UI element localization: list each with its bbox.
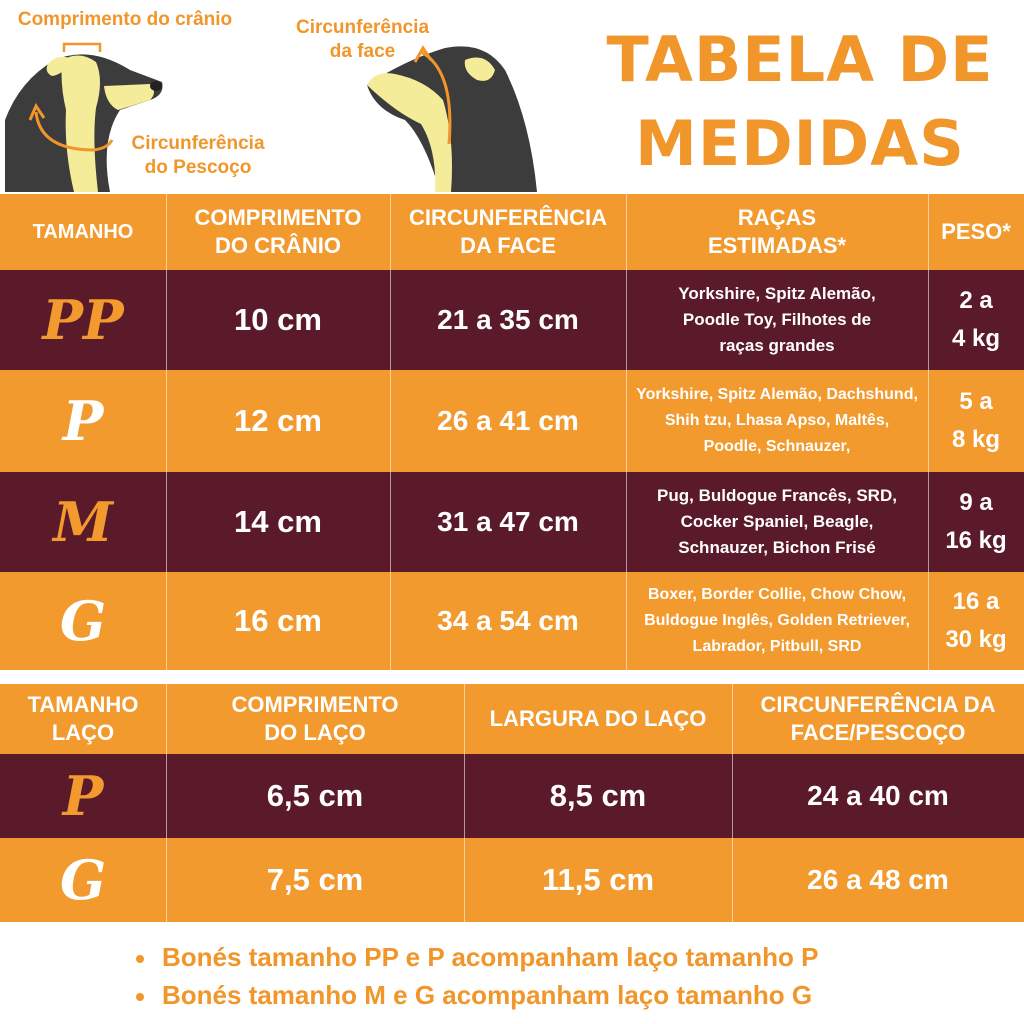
header-breeds: RAÇAS ESTIMADAS* [707, 205, 847, 258]
header-bow-size: TAMANHO LAÇO [27, 692, 139, 745]
caps-row-g [0, 572, 1024, 670]
page-title [600, 18, 1000, 186]
note-text: Bonés tamanho PP e P acompanham laço tamanho P [162, 942, 819, 972]
weight-value [928, 472, 1024, 572]
weight-line1: 9 a [959, 489, 993, 516]
weight-line2: 16 kg [945, 527, 1007, 554]
face-value: 34 a 54 cm [437, 605, 579, 636]
caps-row-pp [0, 270, 1024, 370]
face-circumference-annotation [290, 16, 435, 64]
weight-value [928, 370, 1024, 472]
breeds-value: Pug, Buldogue Francês, SRD, Cocker Spaniel, Beagle, Schnauzer, Bichon Frisé [657, 486, 897, 557]
note-item [136, 938, 818, 976]
skull-length-annotation: Comprimento do crânio [17, 9, 233, 30]
face-value: 31 a 47 cm [437, 506, 579, 537]
bows-row-g [0, 838, 1024, 922]
neck-circumference-annotation [124, 132, 272, 180]
weight-line2: 30 kg [945, 626, 1007, 653]
bullet-dot-icon [136, 955, 144, 963]
header-weight: PESO* [941, 219, 1011, 244]
header-bow-length: COMPRIMENTO DO LAÇO [231, 692, 399, 745]
bow-size-letter: G [59, 848, 107, 912]
face-circ-line2: da face [329, 41, 396, 62]
bows-table-header [0, 684, 1024, 754]
weight-line1: 2 a [959, 287, 993, 314]
weight-value [928, 572, 1024, 670]
bow-circ-value: 26 a 48 cm [807, 864, 949, 895]
weight-line2: 4 kg [951, 325, 1001, 352]
weight-line2: 8 kg [951, 426, 1001, 453]
size-letter: M [53, 490, 113, 554]
header-face-circ: CIRCUNFERÊNCIA DA FACE [409, 205, 607, 258]
neck-circ-line2: do Pescoço [144, 157, 252, 178]
caps-row-m [0, 472, 1024, 572]
skull-value: 14 cm [234, 504, 322, 539]
notes-list [136, 938, 818, 1014]
skull-value: 10 cm [234, 302, 322, 337]
face-circ-line1: Circunferência [295, 17, 430, 38]
bullet-dot-icon [136, 993, 144, 1001]
bow-width-value: 8,5 cm [549, 778, 647, 813]
header-bow-width: LARGURA DO LAÇO [489, 706, 707, 731]
caps-row-p [0, 370, 1024, 472]
breeds-value: Boxer, Border Collie, Chow Chow, Buldogue Inglês, Golden Retriever, Labrador, Pitbull, SRD [644, 586, 910, 655]
weight-line1: 5 a [959, 388, 993, 415]
size-letter: PP [42, 288, 124, 352]
caps-table-header [0, 194, 1024, 270]
header-skull-length: COMPRIMENTO DO CRÂNIO [194, 205, 362, 258]
bow-size-letter: P [62, 764, 104, 828]
neck-circ-line1: Circunferência [131, 133, 265, 154]
breeds-value: Yorkshire, Spitz Alemão, Dachshund, Shih tzu, Lhasa Apso, Maltês, Poodle, Schnauzer, [636, 386, 918, 455]
note-text: Bonés tamanho M e G acompanham laço tamanho G [162, 980, 813, 1010]
header-size: TAMANHO [32, 221, 134, 243]
bow-width-value: 11,5 cm [541, 862, 655, 897]
face-value: 26 a 41 cm [437, 405, 579, 436]
weight-line1: 16 a [952, 588, 1000, 615]
title-line1: TABELA DE [606, 23, 994, 96]
skull-value: 12 cm [234, 403, 322, 438]
bow-circ-value: 24 a 40 cm [807, 780, 949, 811]
size-letter: G [59, 589, 107, 653]
size-letter: P [62, 389, 104, 453]
skull-value: 16 cm [234, 603, 322, 638]
breeds-value: Yorkshire, Spitz Alemão, Poodle Toy, Filhotes de raças grandes [678, 284, 876, 355]
title-line2: MEDIDAS [635, 107, 965, 180]
bows-row-p [0, 754, 1024, 838]
weight-value [928, 270, 1024, 370]
bow-length-value: 6,5 cm [266, 778, 364, 813]
header-bow-circ: CIRCUNFERÊNCIA DA FACE/PESCOÇO [760, 692, 996, 745]
face-value: 21 a 35 cm [437, 304, 579, 335]
bow-length-value: 7,5 cm [266, 862, 364, 897]
note-item [136, 976, 818, 1014]
